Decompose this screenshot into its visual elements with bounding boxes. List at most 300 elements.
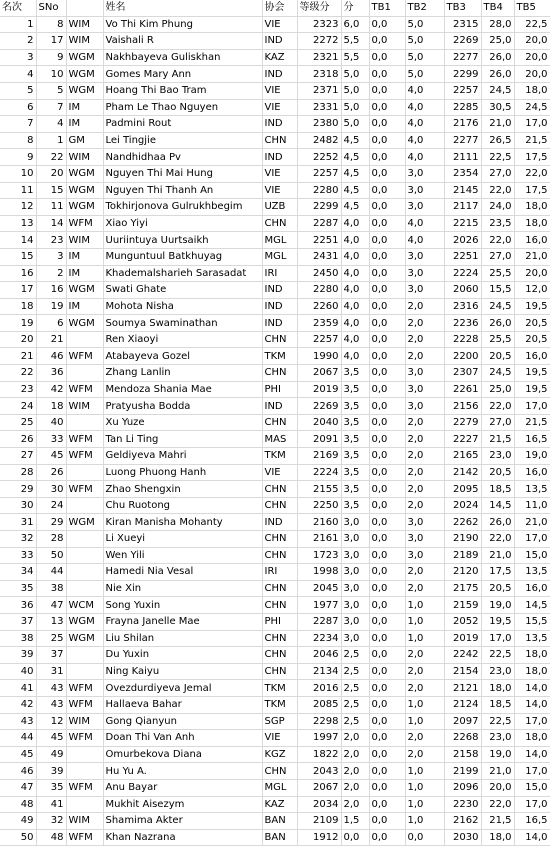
cell-federation: VIE bbox=[262, 182, 297, 199]
table-row bbox=[0, 580, 550, 597]
col-tb5-header: TB5 bbox=[514, 0, 550, 16]
cell-rating: 2260 bbox=[297, 298, 341, 315]
cell-tb4: 17,5 bbox=[481, 564, 514, 581]
cell-tb1: 0,0 bbox=[369, 282, 405, 299]
cell-federation: MGL bbox=[262, 779, 297, 796]
table-row bbox=[0, 464, 550, 481]
cell-sno: 9 bbox=[36, 49, 66, 66]
cell-tb2: 2,0 bbox=[405, 730, 444, 747]
cell-sno: 29 bbox=[36, 514, 66, 531]
cell-tb3: 2277 bbox=[444, 49, 481, 66]
cell-sno: 47 bbox=[36, 597, 66, 614]
cell-tb1: 0,0 bbox=[369, 696, 405, 713]
cell-name: Hallaeva Bahar bbox=[103, 696, 262, 713]
cell-points: 5,5 bbox=[341, 33, 369, 50]
table-row bbox=[0, 265, 550, 282]
table-row bbox=[0, 813, 550, 830]
cell-federation: MAS bbox=[262, 431, 297, 448]
cell-tb2: 2,0 bbox=[405, 663, 444, 680]
cell-points: 4,5 bbox=[341, 165, 369, 182]
cell-tb1: 0,0 bbox=[369, 829, 405, 846]
cell-tb3: 2190 bbox=[444, 531, 481, 548]
cell-name: Ren Xiaoyi bbox=[103, 331, 262, 348]
cell-name: Gomes Mary Ann bbox=[103, 66, 262, 83]
cell-tb1: 0,0 bbox=[369, 215, 405, 232]
cell-tb2: 3,0 bbox=[405, 182, 444, 199]
cell-tb2: 3,0 bbox=[405, 248, 444, 265]
cell-federation: BAN bbox=[262, 829, 297, 846]
cell-tb5: 14,0 bbox=[514, 746, 550, 763]
cell-tb5: 17,0 bbox=[514, 398, 550, 415]
cell-title: WFM bbox=[66, 829, 103, 846]
cell-federation: CHN bbox=[262, 547, 297, 564]
cell-rank: 23 bbox=[0, 381, 36, 398]
cell-tb4: 21,5 bbox=[481, 431, 514, 448]
cell-rating: 2134 bbox=[297, 663, 341, 680]
cell-tb5: 14,0 bbox=[514, 680, 550, 697]
cell-tb5: 21,0 bbox=[514, 514, 550, 531]
cell-tb1: 0,0 bbox=[369, 232, 405, 249]
cell-tb4: 14,5 bbox=[481, 497, 514, 514]
cell-tb4: 22,0 bbox=[481, 232, 514, 249]
cell-tb2: 2,0 bbox=[405, 680, 444, 697]
cell-rating: 2323 bbox=[297, 16, 341, 33]
cell-rating: 2299 bbox=[297, 199, 341, 216]
cell-federation: VIE bbox=[262, 82, 297, 99]
cell-sno: 38 bbox=[36, 580, 66, 597]
cell-tb3: 2142 bbox=[444, 464, 481, 481]
cell-rating: 2250 bbox=[297, 497, 341, 514]
cell-tb5: 12,0 bbox=[514, 282, 550, 299]
cell-name: Uuriintuya Uurtsaikh bbox=[103, 232, 262, 249]
cell-tb5: 18,0 bbox=[514, 663, 550, 680]
cell-rating: 2224 bbox=[297, 464, 341, 481]
cell-federation: IRI bbox=[262, 265, 297, 282]
cell-tb4: 27,0 bbox=[481, 165, 514, 182]
cell-federation: CHN bbox=[262, 414, 297, 431]
cell-tb3: 2156 bbox=[444, 398, 481, 415]
cell-tb1: 0,0 bbox=[369, 265, 405, 282]
cell-name: Atabayeva Gozel bbox=[103, 348, 262, 365]
cell-tb5: 11,0 bbox=[514, 497, 550, 514]
cell-federation: TKM bbox=[262, 696, 297, 713]
cell-tb2: 1,0 bbox=[405, 597, 444, 614]
cell-name: Munguntuul Batkhuyag bbox=[103, 248, 262, 265]
cell-tb4: 18,0 bbox=[481, 680, 514, 697]
cell-tb5: 18,0 bbox=[514, 215, 550, 232]
cell-tb4: 26,0 bbox=[481, 315, 514, 332]
table-row bbox=[0, 165, 550, 182]
cell-rank: 7 bbox=[0, 116, 36, 133]
cell-tb5: 19,5 bbox=[514, 365, 550, 382]
cell-rank: 24 bbox=[0, 398, 36, 415]
cell-tb2: 1,0 bbox=[405, 763, 444, 780]
cell-title: WIM bbox=[66, 398, 103, 415]
table-row bbox=[0, 66, 550, 83]
cell-points: 2,5 bbox=[341, 713, 369, 730]
cell-federation: KGZ bbox=[262, 746, 297, 763]
cell-title: WIM bbox=[66, 33, 103, 50]
cell-sno: 3 bbox=[36, 248, 66, 265]
cell-tb5: 16,0 bbox=[514, 580, 550, 597]
cell-tb3: 2316 bbox=[444, 298, 481, 315]
cell-rating: 2321 bbox=[297, 49, 341, 66]
cell-tb3: 2227 bbox=[444, 431, 481, 448]
cell-sno: 45 bbox=[36, 448, 66, 465]
cell-sno: 24 bbox=[36, 497, 66, 514]
table-row bbox=[0, 215, 550, 232]
table-row bbox=[0, 381, 550, 398]
col-federation-header: 协会 bbox=[262, 0, 297, 16]
cell-tb3: 2111 bbox=[444, 149, 481, 166]
cell-tb4: 26,0 bbox=[481, 66, 514, 83]
cell-tb1: 0,0 bbox=[369, 464, 405, 481]
table-row bbox=[0, 315, 550, 332]
cell-sno: 31 bbox=[36, 663, 66, 680]
cell-rank: 27 bbox=[0, 448, 36, 465]
col-points-header: 分 bbox=[341, 0, 369, 16]
cell-name: Ovezdurdiyeva Jemal bbox=[103, 680, 262, 697]
cell-rank: 21 bbox=[0, 348, 36, 365]
cell-points: 4,0 bbox=[341, 215, 369, 232]
cell-title: WGM bbox=[66, 282, 103, 299]
cell-tb4: 30,5 bbox=[481, 99, 514, 116]
cell-rating: 2287 bbox=[297, 613, 341, 630]
cell-tb1: 0,0 bbox=[369, 331, 405, 348]
cell-tb3: 2261 bbox=[444, 381, 481, 398]
cell-title: WIM bbox=[66, 16, 103, 33]
cell-points: 5,0 bbox=[341, 116, 369, 133]
cell-tb1: 0,0 bbox=[369, 33, 405, 50]
col-rank-header: 名次 bbox=[0, 0, 36, 16]
cell-tb1: 0,0 bbox=[369, 580, 405, 597]
table-row bbox=[0, 514, 550, 531]
cell-tb5: 15,0 bbox=[514, 779, 550, 796]
cell-tb2: 3,0 bbox=[405, 547, 444, 564]
cell-rating: 2359 bbox=[297, 315, 341, 332]
cell-title: WFM bbox=[66, 779, 103, 796]
cell-name: Luong Phuong Hanh bbox=[103, 464, 262, 481]
table-row bbox=[0, 763, 550, 780]
cell-points: 4,0 bbox=[341, 331, 369, 348]
cell-rating: 2252 bbox=[297, 149, 341, 166]
table-row bbox=[0, 365, 550, 382]
cell-name: Xiao Yiyi bbox=[103, 215, 262, 232]
cell-tb2: 2,0 bbox=[405, 647, 444, 664]
col-tb2-header: TB2 bbox=[405, 0, 444, 16]
cell-tb3: 2189 bbox=[444, 547, 481, 564]
cell-title: WIM bbox=[66, 149, 103, 166]
cell-name: Du Yuxin bbox=[103, 647, 262, 664]
table-row bbox=[0, 680, 550, 697]
cell-tb3: 2117 bbox=[444, 199, 481, 216]
cell-tb4: 24,5 bbox=[481, 82, 514, 99]
cell-tb3: 2262 bbox=[444, 514, 481, 531]
cell-name: Hamedi Nia Vesal bbox=[103, 564, 262, 581]
cell-name: Ning Kaiyu bbox=[103, 663, 262, 680]
cell-sno: 43 bbox=[36, 680, 66, 697]
cell-rank: 6 bbox=[0, 99, 36, 116]
cell-sno: 33 bbox=[36, 431, 66, 448]
cell-federation: KAZ bbox=[262, 49, 297, 66]
cell-points: 3,5 bbox=[341, 431, 369, 448]
cell-sno: 39 bbox=[36, 763, 66, 780]
cell-federation: CHN bbox=[262, 763, 297, 780]
cell-tb5: 20,5 bbox=[514, 331, 550, 348]
cell-title: WIM bbox=[66, 232, 103, 249]
cell-rank: 20 bbox=[0, 331, 36, 348]
cell-rating: 2298 bbox=[297, 713, 341, 730]
cell-federation: CHN bbox=[262, 531, 297, 548]
cell-tb1: 0,0 bbox=[369, 315, 405, 332]
table-row bbox=[0, 547, 550, 564]
cell-tb3: 2026 bbox=[444, 232, 481, 249]
cell-sno: 32 bbox=[36, 813, 66, 830]
cell-points: 3,0 bbox=[341, 580, 369, 597]
cell-title: WGM bbox=[66, 514, 103, 531]
cell-tb4: 20,5 bbox=[481, 580, 514, 597]
cell-rating: 2160 bbox=[297, 514, 341, 531]
table-row bbox=[0, 613, 550, 630]
cell-tb3: 2307 bbox=[444, 365, 481, 382]
cell-name: Nguyen Thi Mai Hung bbox=[103, 165, 262, 182]
table-row bbox=[0, 99, 550, 116]
cell-name: Pham Le Thao Nguyen bbox=[103, 99, 262, 116]
cell-tb4: 21,0 bbox=[481, 547, 514, 564]
cell-sno: 40 bbox=[36, 414, 66, 431]
cell-tb1: 0,0 bbox=[369, 448, 405, 465]
cell-sno: 10 bbox=[36, 66, 66, 83]
cell-tb2: 3,0 bbox=[405, 365, 444, 382]
cell-rank: 12 bbox=[0, 199, 36, 216]
cell-tb3: 2095 bbox=[444, 481, 481, 498]
cell-tb5: 15,0 bbox=[514, 547, 550, 564]
cell-tb5: 15,5 bbox=[514, 613, 550, 630]
cell-points: 4,5 bbox=[341, 149, 369, 166]
cell-name: Mohota Nisha bbox=[103, 298, 262, 315]
cell-tb3: 2030 bbox=[444, 829, 481, 846]
cell-points: 3,0 bbox=[341, 597, 369, 614]
cell-name: Kiran Manisha Mohanty bbox=[103, 514, 262, 531]
cell-sno: 30 bbox=[36, 481, 66, 498]
cell-title bbox=[66, 331, 103, 348]
cell-tb5: 20,0 bbox=[514, 49, 550, 66]
cell-federation: CHN bbox=[262, 481, 297, 498]
cell-federation: VIE bbox=[262, 464, 297, 481]
cell-rank: 39 bbox=[0, 647, 36, 664]
cell-tb2: 3,0 bbox=[405, 381, 444, 398]
cell-rating: 2269 bbox=[297, 398, 341, 415]
cell-federation: CHN bbox=[262, 597, 297, 614]
cell-tb2: 4,0 bbox=[405, 215, 444, 232]
table-row bbox=[0, 248, 550, 265]
cell-points: 3,5 bbox=[341, 398, 369, 415]
cell-tb2: 5,0 bbox=[405, 33, 444, 50]
cell-rating: 2040 bbox=[297, 414, 341, 431]
cell-sno: 21 bbox=[36, 331, 66, 348]
cell-rank: 37 bbox=[0, 613, 36, 630]
cell-federation: IND bbox=[262, 398, 297, 415]
cell-federation: IRI bbox=[262, 564, 297, 581]
cell-tb1: 0,0 bbox=[369, 630, 405, 647]
cell-tb2: 1,0 bbox=[405, 779, 444, 796]
cell-points: 2,0 bbox=[341, 746, 369, 763]
cell-tb4: 23,0 bbox=[481, 448, 514, 465]
cell-tb3: 2052 bbox=[444, 613, 481, 630]
cell-rank: 22 bbox=[0, 365, 36, 382]
cell-tb1: 0,0 bbox=[369, 746, 405, 763]
cell-name: Lei Tingjie bbox=[103, 132, 262, 149]
cell-tb2: 2,0 bbox=[405, 448, 444, 465]
cell-title bbox=[66, 497, 103, 514]
cell-title: WGM bbox=[66, 613, 103, 630]
cell-federation: VIE bbox=[262, 730, 297, 747]
cell-tb2: 2,0 bbox=[405, 414, 444, 431]
cell-tb1: 0,0 bbox=[369, 431, 405, 448]
cell-sno: 6 bbox=[36, 315, 66, 332]
cell-tb1: 0,0 bbox=[369, 82, 405, 99]
cell-tb2: 3,0 bbox=[405, 265, 444, 282]
cell-tb2: 3,0 bbox=[405, 165, 444, 182]
cell-tb4: 24,0 bbox=[481, 199, 514, 216]
cell-tb3: 2215 bbox=[444, 215, 481, 232]
table-row bbox=[0, 630, 550, 647]
cell-tb3: 2230 bbox=[444, 796, 481, 813]
cell-tb5: 17,5 bbox=[514, 149, 550, 166]
cell-rating: 2371 bbox=[297, 82, 341, 99]
cell-title: WFM bbox=[66, 431, 103, 448]
cell-points: 1,5 bbox=[341, 813, 369, 830]
cell-sno: 5 bbox=[36, 82, 66, 99]
cell-rank: 15 bbox=[0, 248, 36, 265]
cell-tb4: 25,0 bbox=[481, 381, 514, 398]
cell-title bbox=[66, 414, 103, 431]
cell-federation: IND bbox=[262, 149, 297, 166]
cell-tb2: 4,0 bbox=[405, 99, 444, 116]
table-row bbox=[0, 663, 550, 680]
cell-points: 2,0 bbox=[341, 763, 369, 780]
cell-points: 2,0 bbox=[341, 796, 369, 813]
cell-title: IM bbox=[66, 248, 103, 265]
cell-name: Hu Yu A. bbox=[103, 763, 262, 780]
cell-name: Mukhit Aisezym bbox=[103, 796, 262, 813]
table-row bbox=[0, 298, 550, 315]
cell-tb2: 2,0 bbox=[405, 331, 444, 348]
table-row bbox=[0, 116, 550, 133]
cell-sno: 22 bbox=[36, 149, 66, 166]
cell-title: WGM bbox=[66, 82, 103, 99]
cell-tb3: 2285 bbox=[444, 99, 481, 116]
cell-tb2: 2,0 bbox=[405, 464, 444, 481]
cell-rank: 4 bbox=[0, 66, 36, 83]
cell-tb5: 20,5 bbox=[514, 315, 550, 332]
cell-federation: KAZ bbox=[262, 796, 297, 813]
cell-sno: 1 bbox=[36, 132, 66, 149]
cell-points: 3,0 bbox=[341, 514, 369, 531]
cell-tb3: 2175 bbox=[444, 580, 481, 597]
cell-tb3: 2060 bbox=[444, 282, 481, 299]
cell-tb1: 0,0 bbox=[369, 663, 405, 680]
cell-tb4: 26,0 bbox=[481, 49, 514, 66]
col-tb3-header: TB3 bbox=[444, 0, 481, 16]
cell-tb2: 2,0 bbox=[405, 481, 444, 498]
cell-tb4: 26,5 bbox=[481, 132, 514, 149]
cell-tb5: 13,5 bbox=[514, 564, 550, 581]
cell-rank: 48 bbox=[0, 796, 36, 813]
cell-points: 2,5 bbox=[341, 680, 369, 697]
cell-sno: 13 bbox=[36, 613, 66, 630]
cell-points: 3,0 bbox=[341, 531, 369, 548]
cell-federation: SGP bbox=[262, 713, 297, 730]
cell-rank: 34 bbox=[0, 564, 36, 581]
cell-tb5: 20,0 bbox=[514, 265, 550, 282]
cell-sno: 49 bbox=[36, 746, 66, 763]
cell-points: 4,0 bbox=[341, 232, 369, 249]
cell-rating: 2234 bbox=[297, 630, 341, 647]
cell-tb2: 1,0 bbox=[405, 613, 444, 630]
cell-tb5: 19,0 bbox=[514, 448, 550, 465]
cell-tb4: 18,0 bbox=[481, 829, 514, 846]
cell-sno: 12 bbox=[36, 713, 66, 730]
cell-name: Chu Ruotong bbox=[103, 497, 262, 514]
cell-name: Mendoza Shania Mae bbox=[103, 381, 262, 398]
cell-rating: 2287 bbox=[297, 215, 341, 232]
cell-name: Nakhbayeva Guliskhan bbox=[103, 49, 262, 66]
header-row bbox=[0, 0, 550, 16]
cell-points: 4,5 bbox=[341, 182, 369, 199]
cell-tb3: 2315 bbox=[444, 16, 481, 33]
cell-sno: 11 bbox=[36, 199, 66, 216]
cell-title: WFM bbox=[66, 696, 103, 713]
table-row bbox=[0, 531, 550, 548]
cell-rank: 47 bbox=[0, 779, 36, 796]
cell-tb4: 21,5 bbox=[481, 813, 514, 830]
cell-name: Zhang Lanlin bbox=[103, 365, 262, 382]
cell-points: 5,5 bbox=[341, 49, 369, 66]
cell-tb3: 2236 bbox=[444, 315, 481, 332]
cell-tb3: 2120 bbox=[444, 564, 481, 581]
cell-rank: 18 bbox=[0, 298, 36, 315]
table-row bbox=[0, 431, 550, 448]
cell-tb4: 23,0 bbox=[481, 663, 514, 680]
cell-rating: 2257 bbox=[297, 331, 341, 348]
cell-title: WGM bbox=[66, 49, 103, 66]
cell-rank: 38 bbox=[0, 630, 36, 647]
cell-federation: BAN bbox=[262, 813, 297, 830]
cell-rating: 1998 bbox=[297, 564, 341, 581]
col-tb4-header: TB4 bbox=[481, 0, 514, 16]
cell-tb4: 28,0 bbox=[481, 16, 514, 33]
cell-rating: 2019 bbox=[297, 381, 341, 398]
cell-title bbox=[66, 564, 103, 581]
cell-points: 0,0 bbox=[341, 829, 369, 846]
cell-tb3: 2299 bbox=[444, 66, 481, 83]
cell-tb4: 24,5 bbox=[481, 365, 514, 382]
cell-tb5: 13,5 bbox=[514, 481, 550, 498]
cell-title: WGM bbox=[66, 165, 103, 182]
cell-federation: TKM bbox=[262, 680, 297, 697]
cell-title: WIM bbox=[66, 813, 103, 830]
cell-tb1: 0,0 bbox=[369, 680, 405, 697]
cell-points: 3,5 bbox=[341, 497, 369, 514]
cell-title: IM bbox=[66, 116, 103, 133]
cell-tb2: 5,0 bbox=[405, 49, 444, 66]
cell-tb3: 2268 bbox=[444, 730, 481, 747]
cell-tb5: 20,0 bbox=[514, 66, 550, 83]
table-row bbox=[0, 730, 550, 747]
cell-tb5: 14,0 bbox=[514, 696, 550, 713]
cell-rating: 2043 bbox=[297, 763, 341, 780]
